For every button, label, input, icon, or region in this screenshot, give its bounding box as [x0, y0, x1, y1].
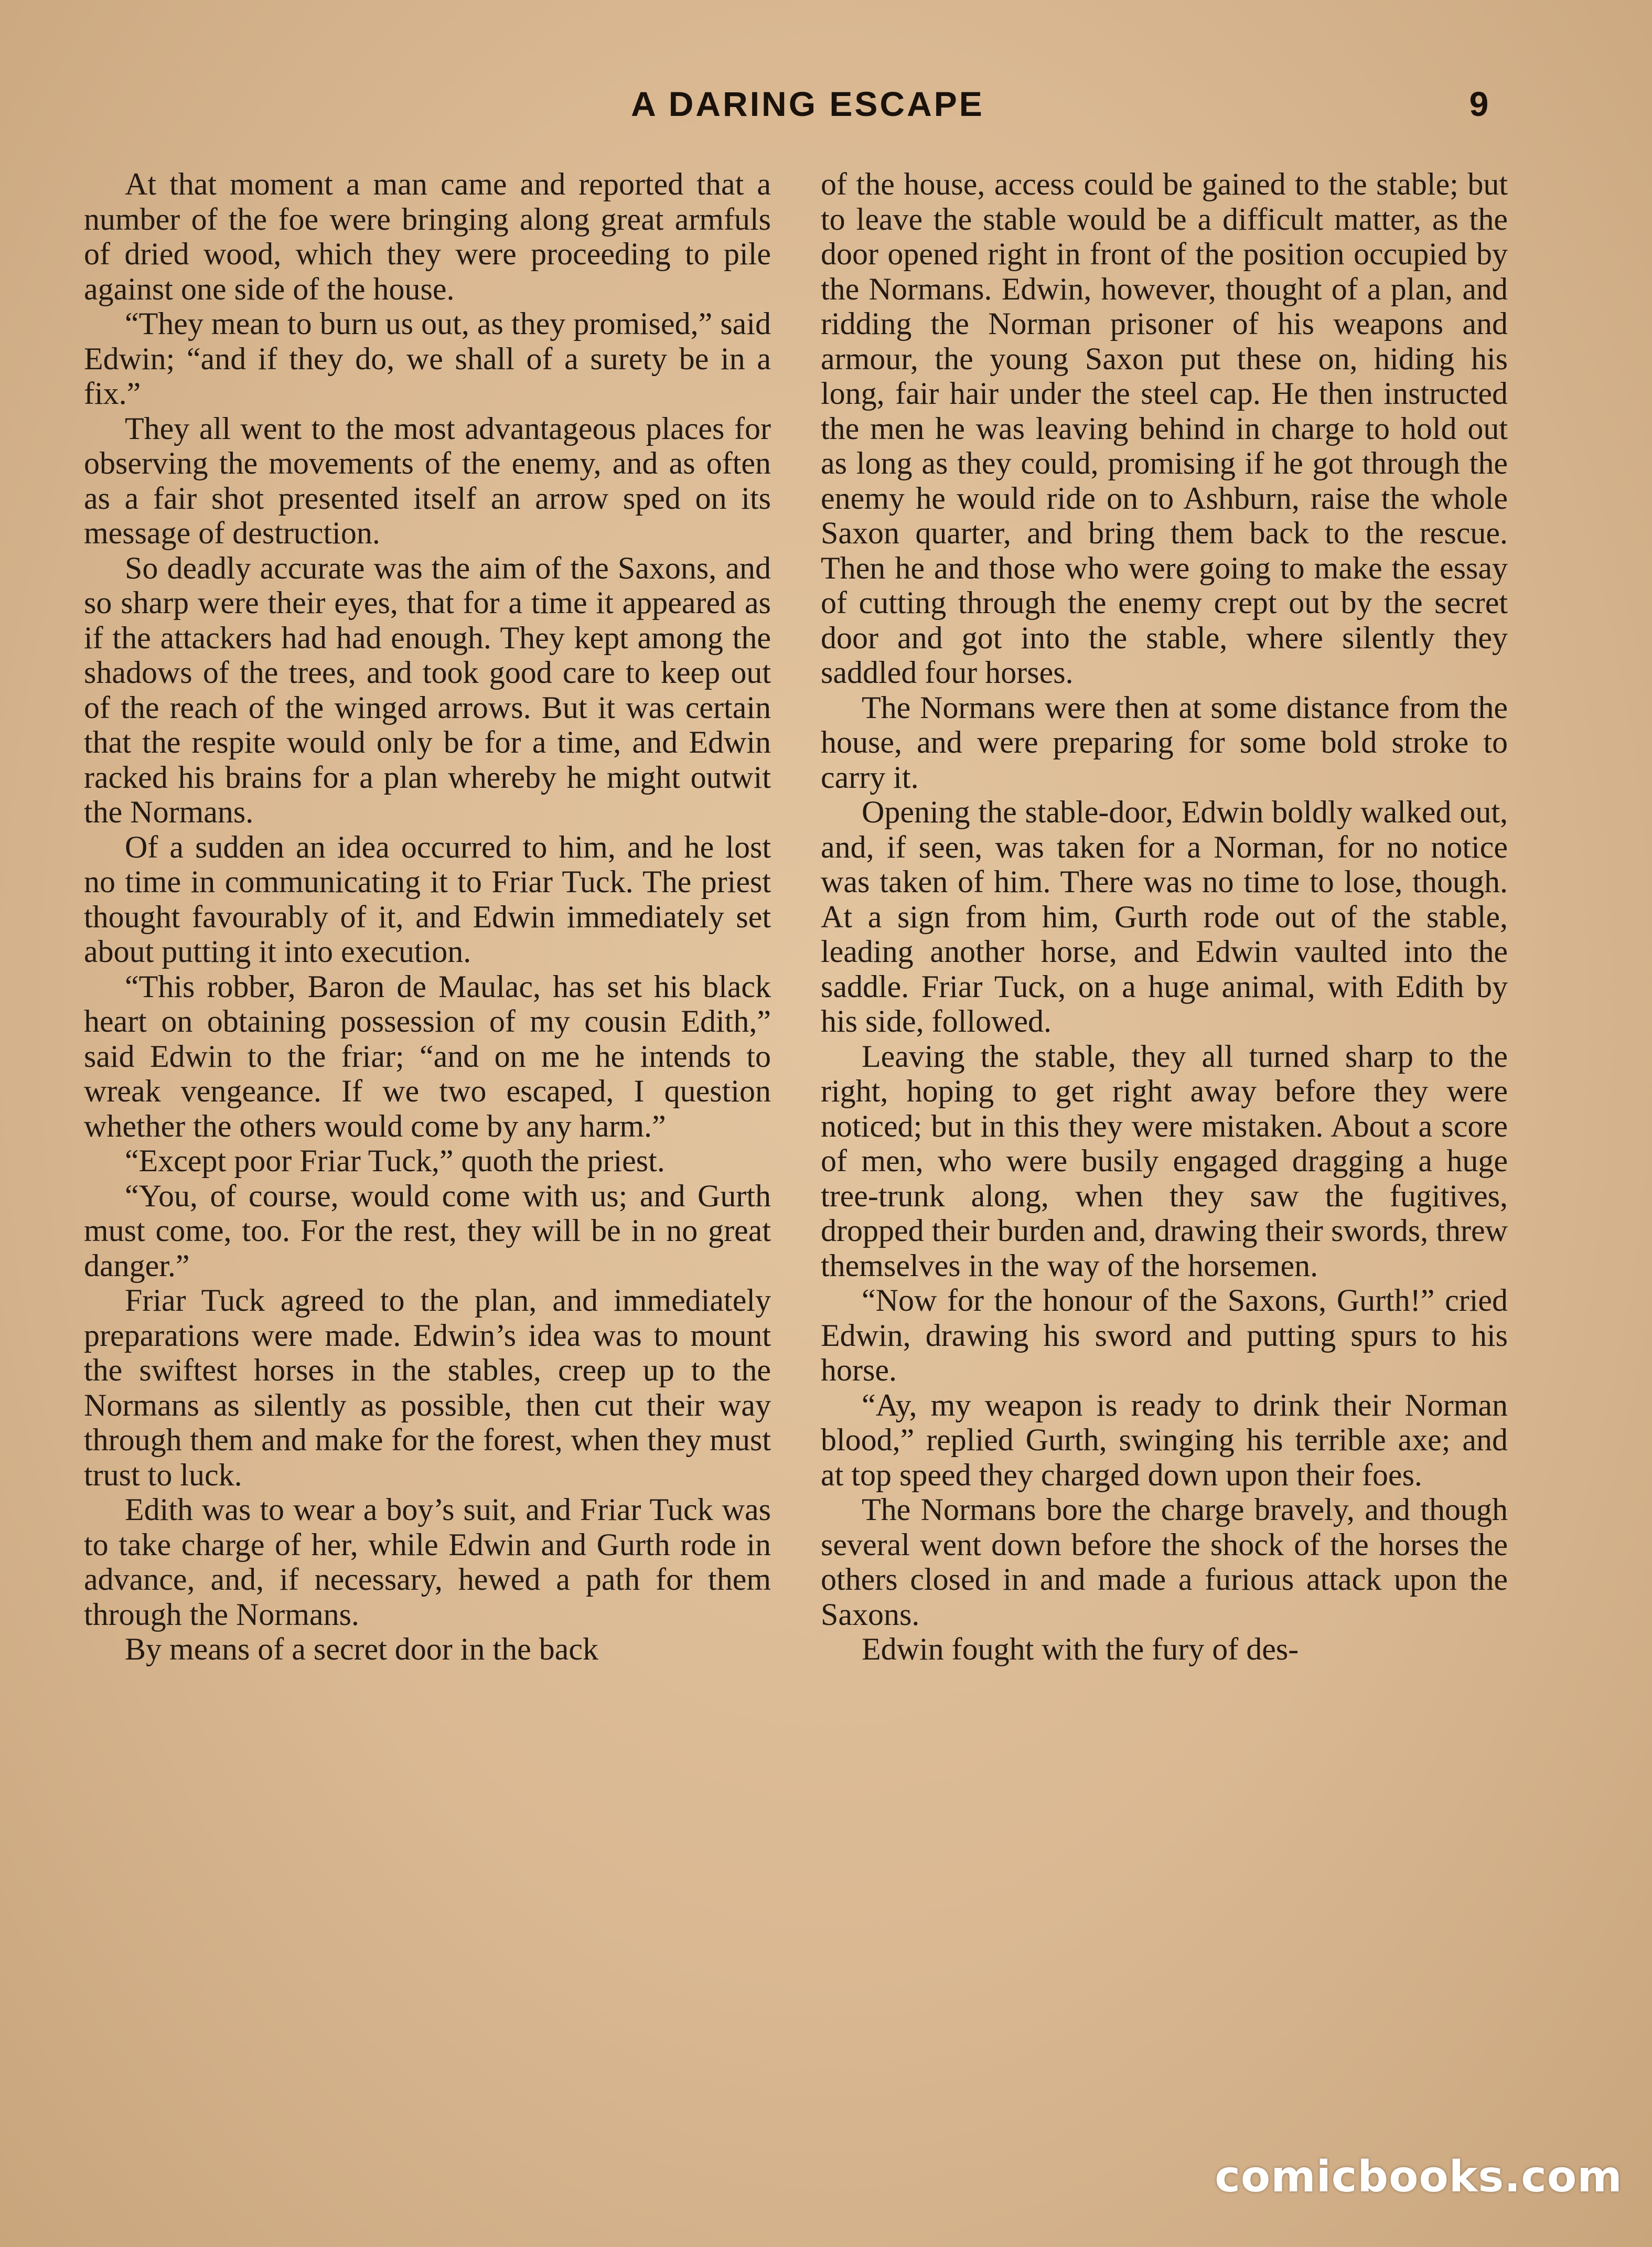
- paragraph: At that moment a man came and reported that a number of the foe were bringing along great armfuls of dried wood, which they were proceeding to pile against one side of the house.: [84, 167, 771, 306]
- paragraph: By means of a secret door in the back: [125, 1632, 599, 1666]
- paragraph-continued: of the house, access could be gained to the stable; but to leave the stable would be a difficult matter, as the door opened right in front of the position occupied by the Normans. Edwin, however, thought of a plan, and ridding the Norman prisoner of his weapons and armour, the young Saxon put these on, hiding his long, fair hair under the steel cap. He then instructed the men he was leaving behind in charge to hold out as long as they could, promising if he got through the enemy he would ride on to Ashburn, raise the whole Saxon quarter, and bring them back to the rescue. Then he and those who were going to make the essay of cutting through the enemy crept out by the secret door and got into the stable, where silently they saddled four horses.: [821, 167, 1508, 690]
- page-number: 9: [1469, 84, 1489, 123]
- paragraph: Leaving the stable, they all turned sharp to the right, hoping to get right away before they were noticed; but in this they were mistaken. About a score of men, who were busily engaged dragging a huge tree-trunk along, when they saw the fugitives, dropped their burden and, drawing their swords, threw themselves in the way of the horsemen.: [821, 1039, 1508, 1283]
- running-head: A DARING ESCAPE: [631, 84, 984, 123]
- paragraph: They all went to the most advantageous places for observing the movements of the enemy, and as often as a fair shot presented itself an arrow sped on its message of destruction.: [84, 411, 771, 550]
- paragraph: Edwin fought with the fury of des-: [862, 1632, 1299, 1666]
- paragraph: The Normans bore the charge bravely, and though several went down before the shock of the horses the others closed in and made a furious attack upon the Saxons.: [821, 1492, 1508, 1632]
- left-column: [84, 167, 771, 2149]
- paragraph: Friar Tuck agreed to the plan, and immediately preparations were made. Edwin’s idea was to mount the swiftest horses in the stables, creep up to the Normans as silently as possible, then cut their way through them and make for the forest, when they must trust to luck.: [84, 1283, 771, 1492]
- paragraph: “Ay, my weapon is ready to drink their Norman blood,” replied Gurth, swinging his terrible axe; and at top speed they charged down upon their foes.: [821, 1387, 1508, 1492]
- paragraph: “Except poor Friar Tuck,” quoth the priest.: [125, 1143, 665, 1178]
- paragraph: The Normans were then at some distance from the house, and were preparing for some bold stroke to carry it.: [821, 690, 1508, 795]
- paragraph: So deadly accurate was the aim of the Saxons, and so sharp were their eyes, that for a time it appeared as if the attackers had had enough. They kept among the shadows of the trees, and took good care to keep out of the reach of the winged arrows. But it was certain that the respite would only be for a time, and Edwin racked his brains for a plan whereby he might outwit the Normans.: [84, 550, 771, 829]
- paragraph: Edith was to wear a boy’s suit, and Friar Tuck was to take charge of her, while Edwin and Gurth rode in advance, and, if necessary, hewed a path for them through the Normans.: [84, 1492, 771, 1632]
- paragraph: “This robber, Baron de Maulac, has set his black heart on obtaining possession of my cousin Edith,” said Edwin to the friar; “and on me he intends to wreak vengeance. If we two escaped, I question whether the others would come by any harm.”: [84, 969, 771, 1143]
- paragraph: Of a sudden an idea occurred to him, and he lost no time in communicating it to Friar Tuck. The priest thought favourably of it, and Edwin immediately set about putting it into execution.: [84, 829, 771, 969]
- watermark: comicbooks.com: [1215, 2152, 1623, 2202]
- paragraph: “You, of course, would come with us; and Gurth must come, too. For the rest, they will be in no great danger.”: [84, 1178, 771, 1283]
- paragraph: Opening the stable-door, Edwin boldly walked out, and, if seen, was taken for a Norman, for no notice was taken of him. There was no time to lose, though. At a sign from him, Gurth rode out of the stable, leading another horse, and Edwin vaulted into the saddle. Friar Tuck, on a huge animal, with Edith by his side, followed.: [821, 795, 1508, 1039]
- right-column: [821, 167, 1508, 2149]
- paragraph: “Now for the honour of the Saxons, Gurth!” cried Edwin, drawing his sword and putting spurs to his horse.: [821, 1283, 1508, 1387]
- paragraph: “They mean to burn us out, as they promised,” said Edwin; “and if they do, we shall of a surety be in a fix.”: [84, 306, 771, 411]
